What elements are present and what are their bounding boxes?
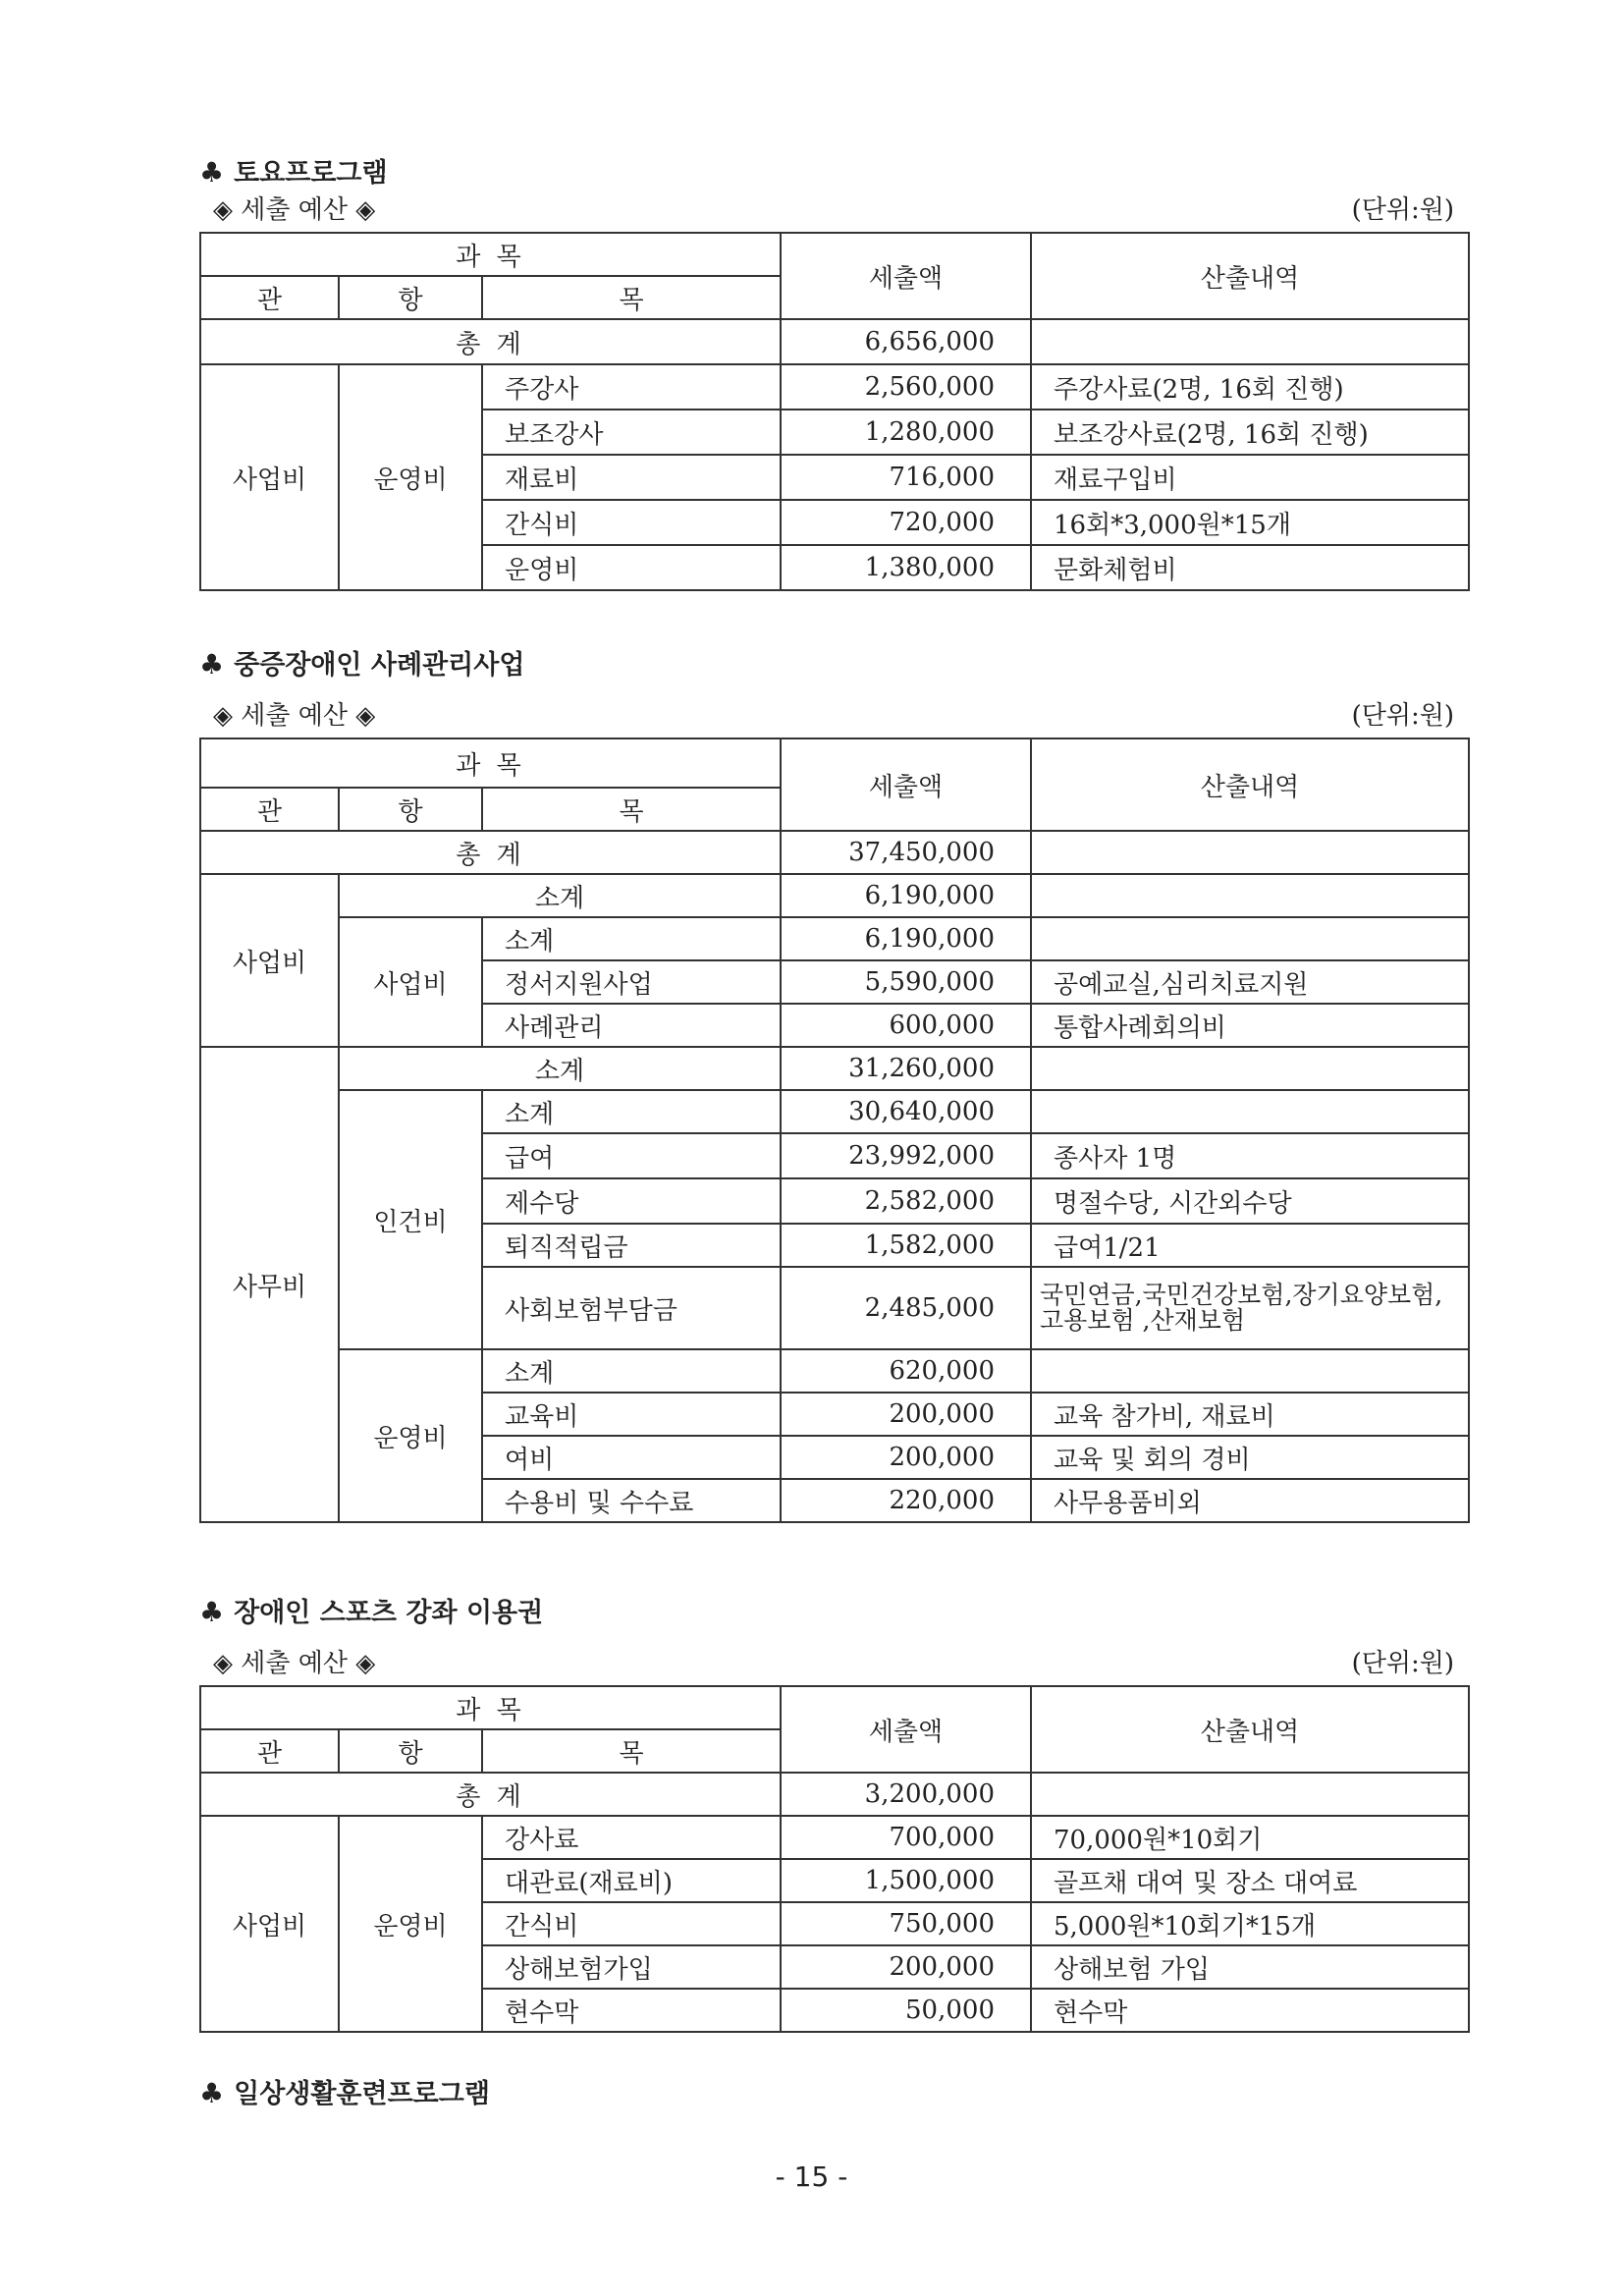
amount-cell: 720,000	[781, 500, 1031, 545]
detail-cell: 공예교실,심리치료지원	[1031, 960, 1469, 1004]
subtotal-label: 소계	[339, 874, 781, 917]
subtotal-row	[200, 874, 1469, 917]
club-icon: ♣	[199, 156, 225, 189]
section-case-management	[199, 645, 1468, 1523]
total-amount: 6,656,000	[781, 319, 1031, 364]
amount-cell: 5,590,000	[781, 960, 1031, 1004]
mok-cell: 소계	[482, 1349, 781, 1393]
header-mok: 목	[482, 276, 781, 319]
total-amount: 3,200,000	[781, 1773, 1031, 1816]
mok-cell: 간식비	[482, 1902, 781, 1945]
gwan-cell: 사업비	[200, 1816, 339, 2032]
section-daily-living-training	[199, 2074, 1468, 2113]
mok-cell: 소계	[482, 1090, 781, 1133]
hang-cell: 인건비	[339, 1090, 482, 1349]
header-amount: 세출액	[781, 738, 1031, 831]
amount-cell: 716,000	[781, 455, 1031, 500]
section-saturday-program	[199, 153, 1468, 591]
table-row	[200, 1816, 1469, 1859]
table-row	[200, 364, 1469, 410]
detail-cell: 급여1/21	[1031, 1224, 1469, 1267]
table-row	[200, 1090, 1469, 1133]
total-detail	[1031, 831, 1469, 874]
subtotal-label: 소계	[339, 1047, 781, 1090]
header-hang: 항	[339, 276, 482, 319]
amount-cell: 30,640,000	[781, 1090, 1031, 1133]
total-detail	[1031, 1773, 1469, 1816]
mok-cell: 주강사	[482, 364, 781, 410]
header-hang: 항	[339, 788, 482, 831]
detail-cell	[1031, 874, 1469, 917]
mok-cell: 사회보험부담금	[482, 1267, 781, 1349]
total-label: 총 계	[200, 319, 781, 364]
budget-table	[199, 738, 1470, 1523]
amount-cell: 1,582,000	[781, 1224, 1031, 1267]
header-hang: 항	[339, 1729, 482, 1773]
detail-cell: 사무용품비외	[1031, 1479, 1469, 1522]
detail-cell: 현수막	[1031, 1989, 1469, 2032]
budget-table	[199, 1685, 1470, 2033]
amount-cell: 2,582,000	[781, 1178, 1031, 1224]
amount-cell: 220,000	[781, 1479, 1031, 1522]
hang-cell: 운영비	[339, 1349, 482, 1522]
mok-cell: 정서지원사업	[482, 960, 781, 1004]
table-header-row	[200, 738, 1469, 788]
header-amount: 세출액	[781, 1686, 1031, 1773]
amount-cell: 1,500,000	[781, 1859, 1031, 1902]
subtitle-row	[199, 698, 1468, 734]
header-subject: 과 목	[200, 233, 781, 276]
amount-cell: 1,380,000	[781, 545, 1031, 590]
detail-cell: 상해보험 가입	[1031, 1945, 1469, 1989]
total-row	[200, 319, 1469, 364]
amount-cell: 200,000	[781, 1436, 1031, 1479]
amount-cell: 620,000	[781, 1349, 1031, 1393]
budget-subtitle: ◈ 세출 예산 ◈	[213, 195, 376, 225]
section-title	[199, 645, 1468, 684]
mok-cell: 대관료(재료비)	[482, 1859, 781, 1902]
total-row	[200, 831, 1469, 874]
mok-cell: 수용비 및 수수료	[482, 1479, 781, 1522]
mok-cell: 퇴직적립금	[482, 1224, 781, 1267]
header-gwan: 관	[200, 1729, 339, 1773]
detail-cell: 교육 및 회의 경비	[1031, 1436, 1469, 1479]
header-amount: 세출액	[781, 233, 1031, 319]
detail-cell: 교육 참가비, 재료비	[1031, 1393, 1469, 1436]
total-amount: 37,450,000	[781, 831, 1031, 874]
section-title-text: 토요프로그램	[234, 158, 388, 189]
unit-label: (단위:원)	[1351, 195, 1454, 225]
budget-subtitle: ◈ 세출 예산 ◈	[213, 1649, 376, 1678]
mok-cell: 급여	[482, 1133, 781, 1178]
total-detail	[1031, 319, 1469, 364]
mok-cell: 여비	[482, 1436, 781, 1479]
section-title-text: 일상생활훈련프로그램	[234, 2079, 490, 2109]
section-sports-voucher	[199, 1593, 1468, 2033]
detail-cell: 70,000원*10회기	[1031, 1816, 1469, 1859]
detail-cell	[1031, 1047, 1469, 1090]
detail-cell: 명절수당, 시간외수당	[1031, 1178, 1469, 1224]
section-title-text: 장애인 스포츠 강좌 이용권	[234, 1598, 544, 1628]
mok-cell: 보조강사	[482, 410, 781, 455]
subtitle-row	[199, 192, 1468, 228]
amount-cell: 31,260,000	[781, 1047, 1031, 1090]
amount-cell: 2,485,000	[781, 1267, 1031, 1349]
header-gwan: 관	[200, 788, 339, 831]
detail-cell: 문화체험비	[1031, 545, 1469, 590]
detail-cell: 종사자 1명	[1031, 1133, 1469, 1178]
mok-cell: 제수당	[482, 1178, 781, 1224]
section-title	[199, 1593, 1468, 1632]
detail-cell: 통합사례회의비	[1031, 1004, 1469, 1047]
amount-cell: 6,190,000	[781, 917, 1031, 960]
unit-label: (단위:원)	[1351, 1649, 1454, 1678]
club-icon: ♣	[199, 2077, 225, 2109]
hang-cell: 사업비	[339, 917, 482, 1047]
mok-cell: 교육비	[482, 1393, 781, 1436]
detail-cell: 5,000원*10회기*15개	[1031, 1902, 1469, 1945]
amount-cell: 200,000	[781, 1393, 1031, 1436]
header-subject: 과 목	[200, 738, 781, 788]
total-label: 총 계	[200, 1773, 781, 1816]
mok-cell: 상해보험가입	[482, 1945, 781, 1989]
gwan-cell: 사업비	[200, 364, 339, 590]
mok-cell: 사례관리	[482, 1004, 781, 1047]
gwan-cell: 사업비	[200, 874, 339, 1047]
unit-label: (단위:원)	[1351, 701, 1454, 731]
detail-cell: 골프채 대여 및 장소 대여료	[1031, 1859, 1469, 1902]
mok-cell: 소계	[482, 917, 781, 960]
header-subject: 과 목	[200, 1686, 781, 1729]
header-detail: 산출내역	[1031, 1686, 1469, 1773]
amount-cell: 750,000	[781, 1902, 1031, 1945]
header-detail: 산출내역	[1031, 233, 1469, 319]
header-mok: 목	[482, 1729, 781, 1773]
total-label: 총 계	[200, 831, 781, 874]
section-title-text: 중증장애인 사례관리사업	[234, 650, 525, 681]
mok-cell: 운영비	[482, 545, 781, 590]
amount-cell: 600,000	[781, 1004, 1031, 1047]
subtitle-row	[199, 1646, 1468, 1681]
table-row	[200, 1349, 1469, 1393]
hang-cell: 운영비	[339, 1816, 482, 2032]
mok-cell: 간식비	[482, 500, 781, 545]
detail-cell: 16회*3,000원*15개	[1031, 500, 1469, 545]
club-icon: ♣	[199, 1596, 225, 1628]
table-header-row	[200, 233, 1469, 276]
mok-cell: 강사료	[482, 1816, 781, 1859]
mok-cell: 현수막	[482, 1989, 781, 2032]
budget-table	[199, 232, 1470, 591]
amount-cell: 23,992,000	[781, 1133, 1031, 1178]
total-row	[200, 1773, 1469, 1816]
section-title	[199, 2074, 1468, 2113]
header-mok: 목	[482, 788, 781, 831]
budget-subtitle: ◈ 세출 예산 ◈	[213, 701, 376, 731]
subtotal-row	[200, 1047, 1469, 1090]
page-number: - 15 -	[775, 2160, 848, 2193]
detail-cell: 주강사료(2명, 16회 진행)	[1031, 364, 1469, 410]
detail-cell	[1031, 1090, 1469, 1133]
detail-cell: 국민연금,국민건강보험,장기요양보험,고용보험 ,산재보험	[1031, 1267, 1469, 1349]
amount-cell: 200,000	[781, 1945, 1031, 1989]
amount-cell: 50,000	[781, 1989, 1031, 2032]
club-icon: ♣	[199, 648, 225, 681]
amount-cell: 700,000	[781, 1816, 1031, 1859]
section-title	[199, 153, 1468, 192]
amount-cell: 6,190,000	[781, 874, 1031, 917]
gwan-cell: 사무비	[200, 1047, 339, 1522]
header-detail: 산출내역	[1031, 738, 1469, 831]
mok-cell: 재료비	[482, 455, 781, 500]
detail-cell: 보조강사료(2명, 16회 진행)	[1031, 410, 1469, 455]
table-row	[200, 917, 1469, 960]
amount-cell: 2,560,000	[781, 364, 1031, 410]
detail-cell	[1031, 1349, 1469, 1393]
amount-cell: 1,280,000	[781, 410, 1031, 455]
hang-cell: 운영비	[339, 364, 482, 590]
table-header-row	[200, 1686, 1469, 1729]
detail-cell: 재료구입비	[1031, 455, 1469, 500]
detail-cell	[1031, 917, 1469, 960]
header-gwan: 관	[200, 276, 339, 319]
